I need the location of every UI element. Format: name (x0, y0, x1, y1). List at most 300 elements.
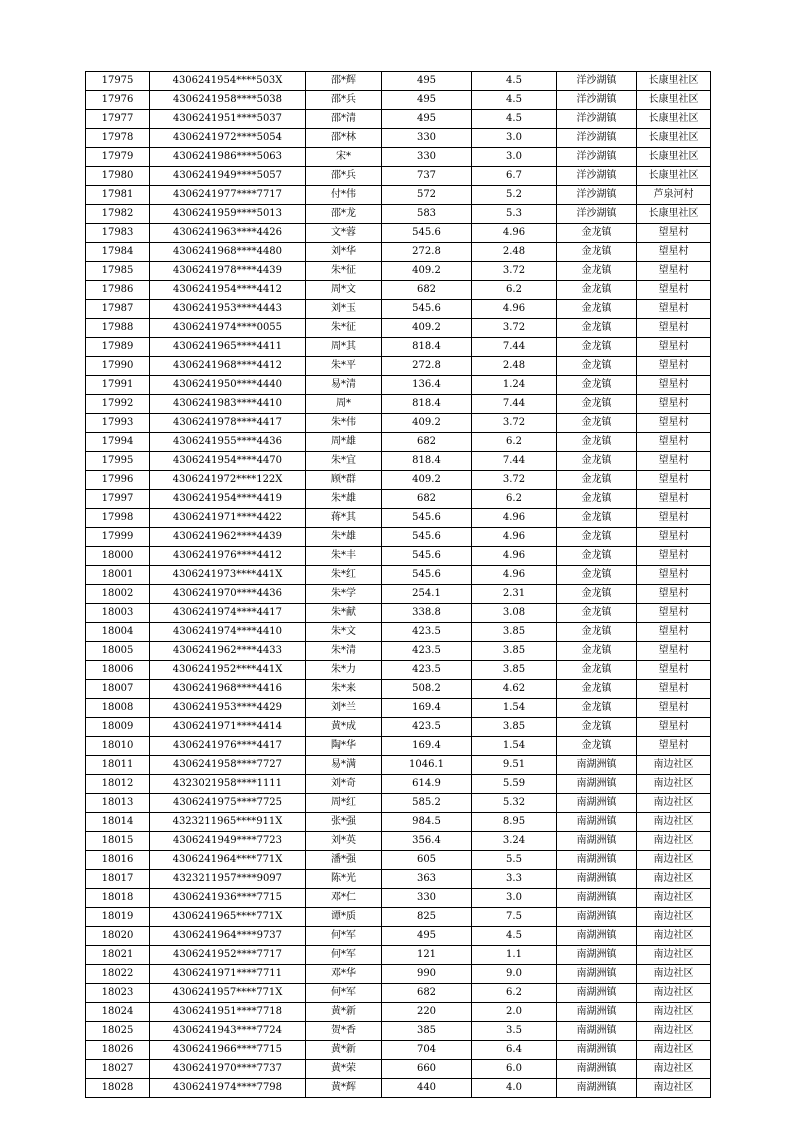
cell-town: 金龙镇 (557, 395, 637, 414)
cell-name: 邓*华 (306, 965, 382, 984)
table-row (86, 300, 711, 319)
table-row (86, 509, 711, 528)
cell-name: 刘*兰 (306, 699, 382, 718)
cell-town: 金龙镇 (557, 262, 637, 281)
cell-name: 潘*强 (306, 851, 382, 870)
cell-name: 蒋*其 (306, 509, 382, 528)
cell-index: 18014 (86, 813, 150, 832)
cell-name: 朱*征 (306, 319, 382, 338)
cell-village: 长康里社区 (637, 205, 711, 224)
cell-index: 17977 (86, 110, 150, 129)
cell-rate: 4.5 (472, 110, 557, 129)
table-row (86, 927, 711, 946)
cell-town: 洋沙湖镇 (557, 129, 637, 148)
cell-rate: 7.44 (472, 338, 557, 357)
table-row (86, 623, 711, 642)
cell-village: 望星村 (637, 509, 711, 528)
table-row (86, 395, 711, 414)
table-row (86, 585, 711, 604)
cell-amount: 254.1 (382, 585, 472, 604)
cell-index: 18003 (86, 604, 150, 623)
cell-village: 南边社区 (637, 870, 711, 889)
cell-village: 南边社区 (637, 775, 711, 794)
cell-index: 17995 (86, 452, 150, 471)
cell-amount: 385 (382, 1022, 472, 1041)
cell-town: 金龙镇 (557, 680, 637, 699)
cell-rate: 4.96 (472, 547, 557, 566)
cell-name: 邵*林 (306, 129, 382, 148)
cell-village: 望星村 (637, 604, 711, 623)
cell-id_number: 4306241953****4443 (150, 300, 306, 319)
table-row (86, 262, 711, 281)
cell-town: 洋沙湖镇 (557, 72, 637, 91)
cell-index: 18001 (86, 566, 150, 585)
table-row (86, 908, 711, 927)
cell-id_number: 4306241974****4417 (150, 604, 306, 623)
cell-village: 望星村 (637, 585, 711, 604)
cell-village: 望星村 (637, 699, 711, 718)
cell-amount: 545.6 (382, 509, 472, 528)
cell-name: 何*军 (306, 927, 382, 946)
cell-town: 金龙镇 (557, 376, 637, 395)
cell-town: 金龙镇 (557, 509, 637, 528)
cell-id_number: 4306241968****4412 (150, 357, 306, 376)
table-row (86, 813, 711, 832)
cell-name: 朱*学 (306, 585, 382, 604)
cell-town: 南湖洲镇 (557, 851, 637, 870)
cell-id_number: 4306241976****4412 (150, 547, 306, 566)
cell-name: 周*其 (306, 338, 382, 357)
cell-id_number: 4323021958****1111 (150, 775, 306, 794)
cell-name: 周*红 (306, 794, 382, 813)
cell-index: 18007 (86, 680, 150, 699)
cell-rate: 7.5 (472, 908, 557, 927)
cell-village: 望星村 (637, 490, 711, 509)
cell-town: 南湖洲镇 (557, 984, 637, 1003)
cell-rate: 3.85 (472, 623, 557, 642)
cell-town: 洋沙湖镇 (557, 148, 637, 167)
cell-town: 金龙镇 (557, 623, 637, 642)
cell-rate: 3.0 (472, 148, 557, 167)
cell-rate: 6.2 (472, 984, 557, 1003)
cell-amount: 682 (382, 433, 472, 452)
cell-rate: 2.31 (472, 585, 557, 604)
cell-index: 17988 (86, 319, 150, 338)
cell-town: 金龙镇 (557, 737, 637, 756)
cell-id_number: 4306241968****4480 (150, 243, 306, 262)
cell-index: 18008 (86, 699, 150, 718)
cell-village: 南边社区 (637, 1041, 711, 1060)
cell-name: 何*军 (306, 946, 382, 965)
cell-name: 张*强 (306, 813, 382, 832)
table-row (86, 547, 711, 566)
cell-village: 望星村 (637, 566, 711, 585)
cell-village: 望星村 (637, 718, 711, 737)
cell-village: 望星村 (637, 319, 711, 338)
cell-village: 望星村 (637, 395, 711, 414)
cell-index: 17993 (86, 414, 150, 433)
cell-index: 17982 (86, 205, 150, 224)
cell-index: 18015 (86, 832, 150, 851)
cell-amount: 737 (382, 167, 472, 186)
table-row (86, 281, 711, 300)
cell-town: 金龙镇 (557, 414, 637, 433)
cell-rate: 6.2 (472, 433, 557, 452)
cell-rate: 5.32 (472, 794, 557, 813)
cell-amount: 818.4 (382, 395, 472, 414)
cell-name: 朱*征 (306, 262, 382, 281)
cell-village: 望星村 (637, 414, 711, 433)
cell-village: 望星村 (637, 433, 711, 452)
cell-rate: 3.0 (472, 129, 557, 148)
cell-rate: 9.0 (472, 965, 557, 984)
cell-village: 南边社区 (637, 813, 711, 832)
cell-village: 望星村 (637, 547, 711, 566)
cell-town: 金龙镇 (557, 490, 637, 509)
cell-amount: 409.2 (382, 262, 472, 281)
cell-id_number: 4306241949****5057 (150, 167, 306, 186)
cell-amount: 136.4 (382, 376, 472, 395)
cell-rate: 3.72 (472, 471, 557, 490)
cell-amount: 583 (382, 205, 472, 224)
cell-index: 18019 (86, 908, 150, 927)
cell-rate: 3.72 (472, 414, 557, 433)
cell-id_number: 4306241965****4411 (150, 338, 306, 357)
table-row (86, 414, 711, 433)
cell-rate: 6.4 (472, 1041, 557, 1060)
cell-amount: 818.4 (382, 338, 472, 357)
cell-rate: 4.96 (472, 566, 557, 585)
cell-id_number: 4306241974****7798 (150, 1079, 306, 1098)
cell-town: 南湖洲镇 (557, 927, 637, 946)
cell-id_number: 4306241971****4422 (150, 509, 306, 528)
cell-amount: 423.5 (382, 623, 472, 642)
cell-amount: 682 (382, 281, 472, 300)
cell-index: 17986 (86, 281, 150, 300)
cell-index: 18011 (86, 756, 150, 775)
cell-amount: 495 (382, 72, 472, 91)
cell-town: 南湖洲镇 (557, 832, 637, 851)
cell-rate: 3.24 (472, 832, 557, 851)
cell-id_number: 4306241962****4433 (150, 642, 306, 661)
cell-town: 南湖洲镇 (557, 1060, 637, 1079)
cell-name: 朱*红 (306, 566, 382, 585)
table-row (86, 699, 711, 718)
cell-rate: 3.72 (472, 319, 557, 338)
cell-town: 洋沙湖镇 (557, 186, 637, 205)
cell-village: 望星村 (637, 642, 711, 661)
cell-village: 南边社区 (637, 756, 711, 775)
table-row (86, 1060, 711, 1079)
cell-town: 南湖洲镇 (557, 1079, 637, 1098)
cell-amount: 614.9 (382, 775, 472, 794)
cell-amount: 338.8 (382, 604, 472, 623)
cell-index: 17980 (86, 167, 150, 186)
cell-amount: 1046.1 (382, 756, 472, 775)
cell-town: 南湖洲镇 (557, 775, 637, 794)
cell-town: 南湖洲镇 (557, 794, 637, 813)
cell-amount: 409.2 (382, 471, 472, 490)
cell-village: 南边社区 (637, 946, 711, 965)
cell-rate: 4.96 (472, 224, 557, 243)
cell-id_number: 4306241949****7723 (150, 832, 306, 851)
cell-town: 金龙镇 (557, 338, 637, 357)
table-row (86, 946, 711, 965)
cell-id_number: 4306241968****4416 (150, 680, 306, 699)
cell-name: 黄*新 (306, 1003, 382, 1022)
table-row (86, 357, 711, 376)
cell-amount: 495 (382, 110, 472, 129)
cell-rate: 6.0 (472, 1060, 557, 1079)
cell-index: 17981 (86, 186, 150, 205)
cell-id_number: 4306241977****7717 (150, 186, 306, 205)
cell-amount: 495 (382, 91, 472, 110)
cell-index: 17992 (86, 395, 150, 414)
cell-id_number: 4306241950****4440 (150, 376, 306, 395)
cell-amount: 121 (382, 946, 472, 965)
cell-index: 18004 (86, 623, 150, 642)
cell-rate: 4.62 (472, 680, 557, 699)
cell-village: 南边社区 (637, 927, 711, 946)
cell-id_number: 4306241954****4419 (150, 490, 306, 509)
cell-name: 周*文 (306, 281, 382, 300)
cell-town: 金龙镇 (557, 528, 637, 547)
table-row (86, 756, 711, 775)
cell-id_number: 4306241954****503X (150, 72, 306, 91)
cell-name: 付*伟 (306, 186, 382, 205)
cell-amount: 545.6 (382, 528, 472, 547)
cell-amount: 272.8 (382, 357, 472, 376)
cell-rate: 1.24 (472, 376, 557, 395)
cell-rate: 1.54 (472, 737, 557, 756)
cell-amount: 660 (382, 1060, 472, 1079)
cell-id_number: 4306241965****771X (150, 908, 306, 927)
cell-name: 朱*雄 (306, 528, 382, 547)
cell-amount: 169.4 (382, 699, 472, 718)
cell-name: 邵*辉 (306, 72, 382, 91)
cell-id_number: 4306241970****4436 (150, 585, 306, 604)
cell-rate: 1.54 (472, 699, 557, 718)
cell-amount: 423.5 (382, 661, 472, 680)
cell-amount: 704 (382, 1041, 472, 1060)
cell-name: 黄*荣 (306, 1060, 382, 1079)
cell-id_number: 4306241943****7724 (150, 1022, 306, 1041)
cell-name: 邵*兵 (306, 91, 382, 110)
table-row (86, 642, 711, 661)
cell-town: 金龙镇 (557, 699, 637, 718)
cell-index: 17996 (86, 471, 150, 490)
cell-amount: 330 (382, 889, 472, 908)
cell-village: 望星村 (637, 281, 711, 300)
table-row (86, 186, 711, 205)
cell-town: 金龙镇 (557, 642, 637, 661)
cell-name: 邵*龙 (306, 205, 382, 224)
table-row (86, 851, 711, 870)
cell-name: 易*清 (306, 376, 382, 395)
cell-town: 金龙镇 (557, 224, 637, 243)
cell-amount: 990 (382, 965, 472, 984)
cell-id_number: 4306241974****0055 (150, 319, 306, 338)
cell-id_number: 4306241971****7711 (150, 965, 306, 984)
cell-town: 金龙镇 (557, 243, 637, 262)
cell-village: 长康里社区 (637, 167, 711, 186)
cell-id_number: 4306241972****5054 (150, 129, 306, 148)
cell-index: 17991 (86, 376, 150, 395)
cell-amount: 423.5 (382, 642, 472, 661)
cell-id_number: 4323211957****9097 (150, 870, 306, 889)
table-row (86, 338, 711, 357)
cell-amount: 984.5 (382, 813, 472, 832)
cell-town: 南湖洲镇 (557, 1003, 637, 1022)
cell-index: 18009 (86, 718, 150, 737)
cell-index: 18021 (86, 946, 150, 965)
cell-rate: 3.85 (472, 661, 557, 680)
cell-village: 望星村 (637, 243, 711, 262)
table-row (86, 72, 711, 91)
cell-name: 朱*力 (306, 661, 382, 680)
cell-amount: 545.6 (382, 224, 472, 243)
cell-rate: 3.08 (472, 604, 557, 623)
cell-town: 洋沙湖镇 (557, 167, 637, 186)
cell-id_number: 4306241971****4414 (150, 718, 306, 737)
cell-name: 邵*清 (306, 110, 382, 129)
cell-village: 南边社区 (637, 965, 711, 984)
cell-town: 南湖洲镇 (557, 813, 637, 832)
cell-amount: 605 (382, 851, 472, 870)
cell-name: 朱*雄 (306, 490, 382, 509)
benefit-table (85, 71, 711, 1098)
table-row (86, 528, 711, 547)
cell-town: 金龙镇 (557, 319, 637, 338)
cell-id_number: 4306241983****4410 (150, 395, 306, 414)
cell-index: 18023 (86, 984, 150, 1003)
cell-town: 南湖洲镇 (557, 889, 637, 908)
cell-index: 18013 (86, 794, 150, 813)
cell-index: 17979 (86, 148, 150, 167)
cell-town: 金龙镇 (557, 547, 637, 566)
cell-index: 18017 (86, 870, 150, 889)
cell-name: 刘*奇 (306, 775, 382, 794)
cell-town: 金龙镇 (557, 585, 637, 604)
cell-rate: 5.3 (472, 205, 557, 224)
cell-rate: 6.2 (472, 490, 557, 509)
cell-town: 金龙镇 (557, 433, 637, 452)
cell-village: 望星村 (637, 300, 711, 319)
cell-name: 邵*兵 (306, 167, 382, 186)
cell-id_number: 4306241973****441X (150, 566, 306, 585)
cell-village: 望星村 (637, 224, 711, 243)
cell-amount: 330 (382, 148, 472, 167)
table-row (86, 376, 711, 395)
cell-town: 金龙镇 (557, 471, 637, 490)
cell-index: 17999 (86, 528, 150, 547)
cell-id_number: 4306241955****4436 (150, 433, 306, 452)
cell-id_number: 4306241954****4412 (150, 281, 306, 300)
cell-index: 18005 (86, 642, 150, 661)
table-row (86, 984, 711, 1003)
cell-village: 南边社区 (637, 984, 711, 1003)
cell-index: 18027 (86, 1060, 150, 1079)
cell-town: 金龙镇 (557, 300, 637, 319)
cell-rate: 1.1 (472, 946, 557, 965)
cell-village: 长康里社区 (637, 72, 711, 91)
table-row (86, 661, 711, 680)
cell-village: 望星村 (637, 737, 711, 756)
table-row (86, 1003, 711, 1022)
cell-amount: 409.2 (382, 414, 472, 433)
cell-amount: 818.4 (382, 452, 472, 471)
cell-village: 南边社区 (637, 851, 711, 870)
cell-rate: 4.96 (472, 528, 557, 547)
cell-name: 邓*仁 (306, 889, 382, 908)
cell-town: 洋沙湖镇 (557, 110, 637, 129)
cell-amount: 363 (382, 870, 472, 889)
cell-amount: 585.2 (382, 794, 472, 813)
cell-id_number: 4306241964****9737 (150, 927, 306, 946)
table-row (86, 319, 711, 338)
cell-amount: 356.4 (382, 832, 472, 851)
cell-rate: 5.59 (472, 775, 557, 794)
cell-village: 望星村 (637, 262, 711, 281)
cell-town: 南湖洲镇 (557, 1041, 637, 1060)
cell-index: 18020 (86, 927, 150, 946)
table-row (86, 433, 711, 452)
cell-rate: 4.5 (472, 72, 557, 91)
cell-rate: 3.3 (472, 870, 557, 889)
cell-amount: 682 (382, 984, 472, 1003)
cell-index: 17983 (86, 224, 150, 243)
cell-town: 南湖洲镇 (557, 908, 637, 927)
cell-village: 长康里社区 (637, 129, 711, 148)
cell-town: 南湖洲镇 (557, 756, 637, 775)
cell-town: 金龙镇 (557, 604, 637, 623)
cell-name: 陈*光 (306, 870, 382, 889)
cell-amount: 440 (382, 1079, 472, 1098)
cell-index: 18002 (86, 585, 150, 604)
cell-index: 18012 (86, 775, 150, 794)
cell-id_number: 4306241963****4426 (150, 224, 306, 243)
table-row (86, 1022, 711, 1041)
cell-index: 18006 (86, 661, 150, 680)
table-row (86, 243, 711, 262)
cell-index: 17994 (86, 433, 150, 452)
cell-amount: 423.5 (382, 718, 472, 737)
table-row (86, 224, 711, 243)
cell-rate: 9.51 (472, 756, 557, 775)
table-row (86, 680, 711, 699)
cell-index: 18018 (86, 889, 150, 908)
cell-name: 周* (306, 395, 382, 414)
cell-amount: 682 (382, 490, 472, 509)
cell-id_number: 4323211965****911X (150, 813, 306, 832)
table-row (86, 737, 711, 756)
cell-id_number: 4306241952****7717 (150, 946, 306, 965)
cell-village: 南边社区 (637, 794, 711, 813)
cell-index: 17997 (86, 490, 150, 509)
cell-index: 18025 (86, 1022, 150, 1041)
cell-id_number: 4306241958****5038 (150, 91, 306, 110)
cell-name: 刘*玉 (306, 300, 382, 319)
cell-village: 望星村 (637, 338, 711, 357)
cell-amount: 220 (382, 1003, 472, 1022)
cell-id_number: 4306241951****5037 (150, 110, 306, 129)
cell-id_number: 4306241976****4417 (150, 737, 306, 756)
cell-index: 18016 (86, 851, 150, 870)
cell-name: 朱*宜 (306, 452, 382, 471)
cell-name: 朱*平 (306, 357, 382, 376)
cell-index: 18000 (86, 547, 150, 566)
cell-village: 长康里社区 (637, 91, 711, 110)
